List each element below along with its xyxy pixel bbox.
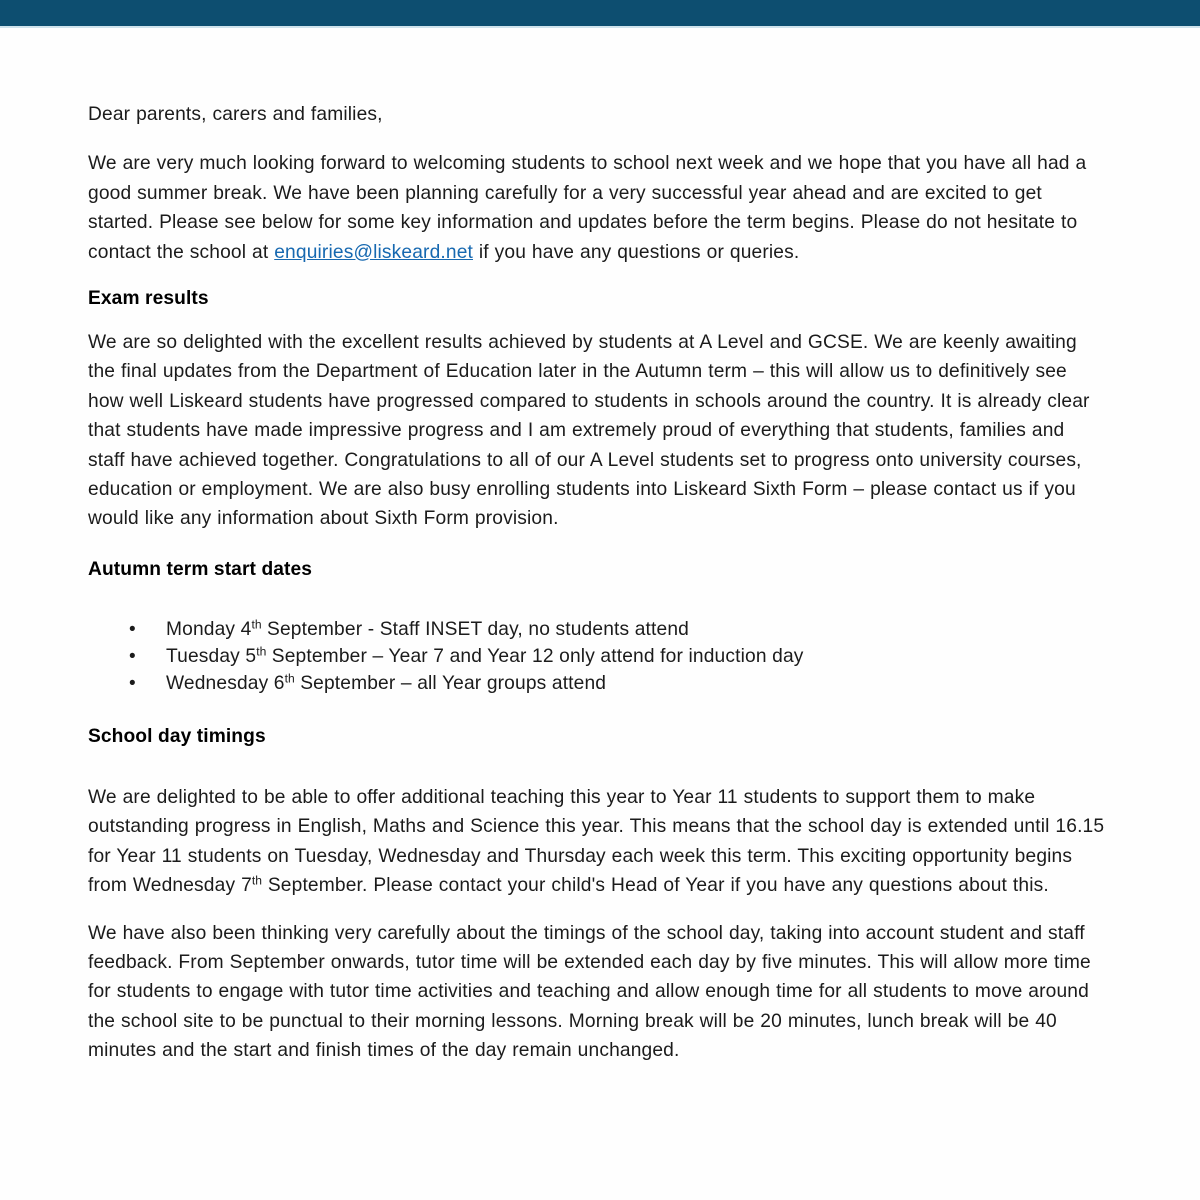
start-date-day: Tuesday 5 (166, 645, 257, 667)
start-dates-list (88, 616, 1106, 697)
start-date-detail: September - Staff INSET day, no students attend (261, 618, 689, 640)
heading-autumn-term-start-dates: Autumn term start dates (88, 558, 313, 580)
letter-page (0, 28, 1200, 1200)
intro-paragraph (88, 149, 1106, 267)
start-date-detail: September – Year 7 and Year 12 only attend for induction day (266, 645, 804, 667)
enquiries-email-link[interactable]: enquiries@liskeard.net (274, 241, 473, 263)
ordinal-suffix: th (256, 644, 267, 659)
start-date-detail: September – all Year groups attend (294, 672, 607, 694)
school-day-timings-paragraph-1 (88, 783, 1106, 901)
ordinal-suffix: th (284, 671, 295, 686)
ordinal-suffix: th (251, 617, 262, 632)
list-item (88, 670, 1106, 697)
bullet-point-icon: • (129, 672, 136, 694)
list-item (88, 643, 1106, 670)
page-top-banner (0, 0, 1200, 26)
heading-school-day-timings: School day timings (88, 725, 266, 747)
intro-text-before-link: We are very much looking forward to welcoming students to school next week and we hope that you have all had a good summer break. We have been planning carefully for a very successful year ahead and are excited to get started. Please see below for some key information and updates before the term begins. Please do not hesitate to contact the school at (88, 153, 1087, 263)
school-day-timings-paragraph-2: We have also been thinking very carefully about the timings of the school day, taking into account student and staff feedback. From September onwards, tutor time will be extended each day by five minutes. This will allow more time for students to engage with tutor time activities and teaching and allow enough time for all students to move around the school site to be punctual to their morning lessons. Morning break will be 20 minutes, lunch break will be 40 minutes and the start and finish times of the day remain unchanged. (88, 922, 1091, 1062)
start-date-day: Wednesday 6 (166, 672, 285, 694)
bullet-point-icon: • (129, 618, 136, 640)
intro-text-after-link: if you have any questions or queries. (473, 241, 800, 263)
salutation-text: Dear parents, carers and families, (88, 104, 383, 125)
timings-text-part-one: We are delighted to be able to offer additional teaching this year to Year 11 students to support them to make outstanding progress in English, Maths and Science this year. This means that the school day is extended until 16.15 for Year 11 students on Tuesday, Wednesday and Thursday each week this term. This exciting opportunity begins from Wednesday 7 (88, 786, 1105, 897)
timings-text-part-two: September. Please contact your child's Head of Year if you have any questions about this. (261, 875, 1049, 897)
heading-exam-results: Exam results (88, 288, 209, 310)
start-date-day: Monday 4 (166, 618, 252, 640)
bullet-point-icon: • (129, 645, 136, 667)
letter-content (88, 100, 1106, 1084)
list-item (88, 616, 1106, 643)
exam-results-paragraph: We are so delighted with the excellent results achieved by students at A Level and GCSE. We are keenly awaiting the final updates from the Department of Education later in the Autumn term – this will allow us to definitively see how well Liskeard students have progressed compared to students in schools around the country. It is already clear that students have made impressive progress and I am extremely proud of everything that students, families and staff have achieved together. Congratulations to all of our A Level students set to progress onto university courses, education or employment. We are also busy enrolling students into Liskeard Sixth Form – please contact us if you would like any information about Sixth Form provision. (88, 332, 1090, 530)
ordinal-suffix: th (251, 873, 262, 888)
